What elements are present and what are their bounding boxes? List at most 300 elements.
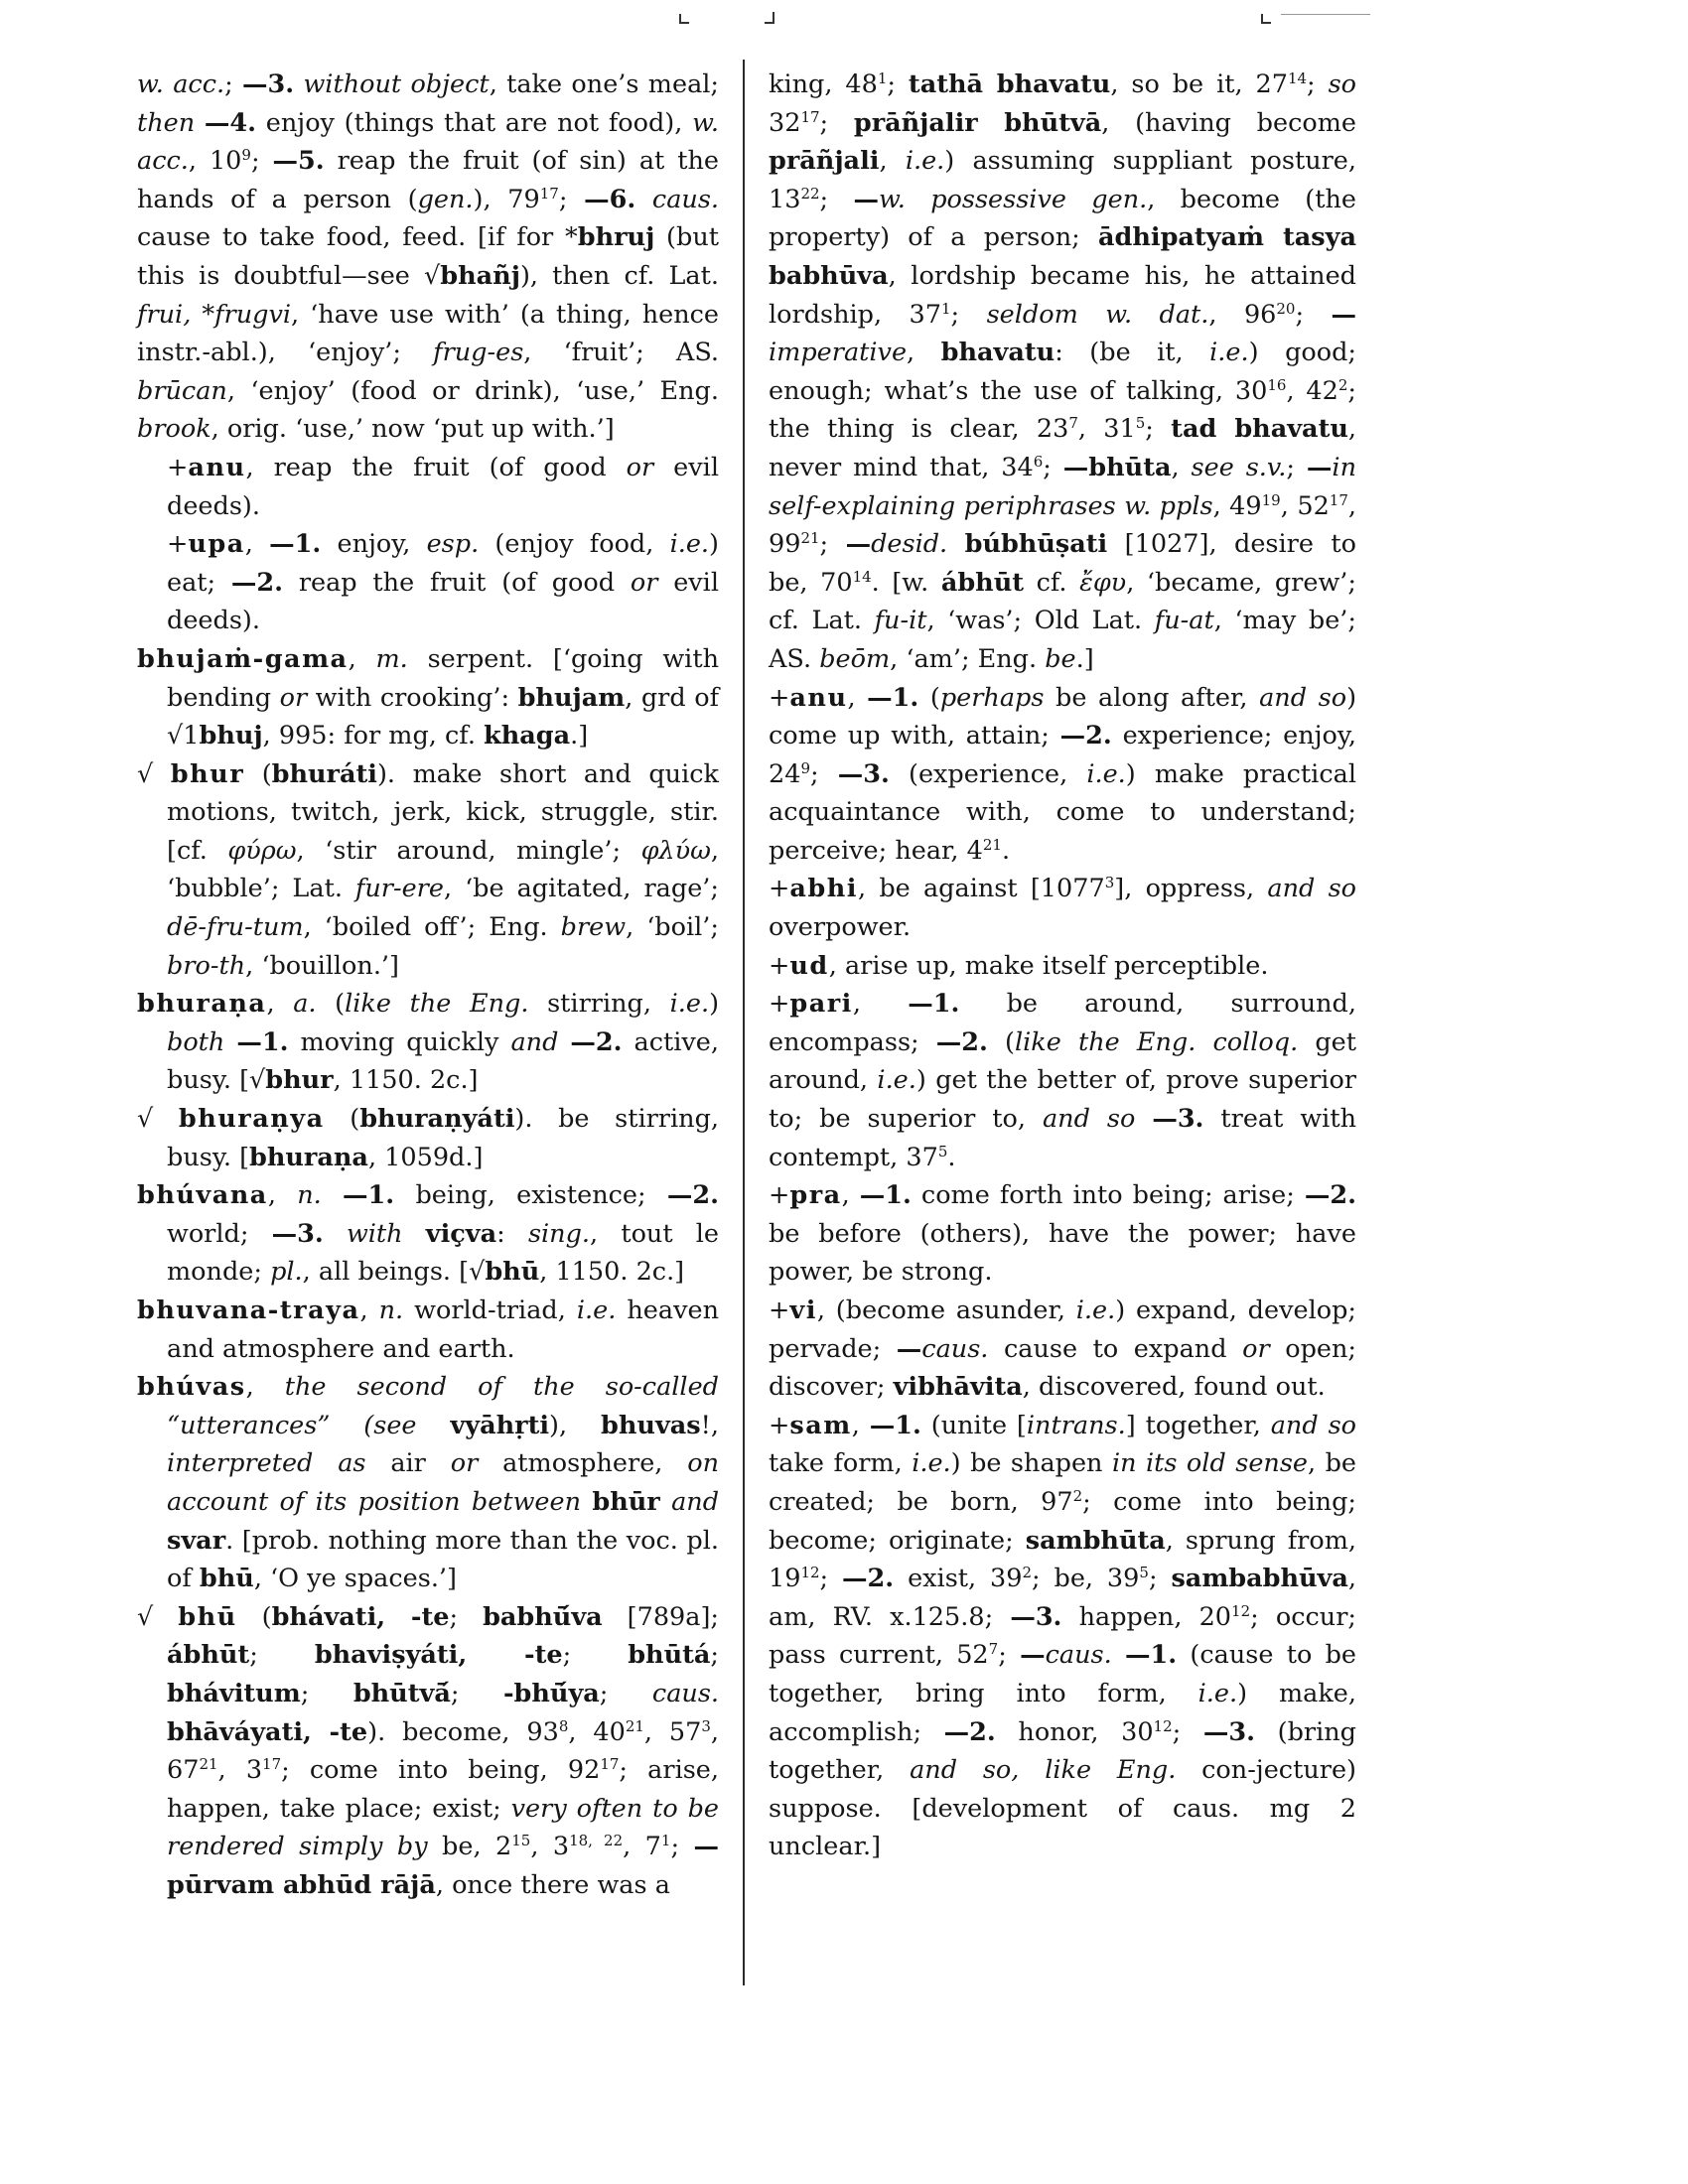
entry-text: , bbox=[244, 529, 270, 560]
headword: pra bbox=[789, 1180, 842, 1211]
entry-text: interpreted as bbox=[167, 1448, 366, 1479]
entry-text: , arise up, make itself perceptible. bbox=[828, 950, 1269, 981]
entry-text: —1. bbox=[869, 1410, 921, 1440]
entry-text: see s.v. bbox=[1191, 452, 1287, 482]
dictionary-entry bbox=[137, 755, 719, 986]
entry-text: world; bbox=[167, 1218, 272, 1249]
entry-text: , reap the fruit (of good bbox=[245, 452, 627, 482]
entry-text: ), then cf. Lat. bbox=[519, 260, 719, 291]
entry-text: —2. bbox=[842, 1564, 895, 1594]
entry-text: , 40 bbox=[568, 1716, 626, 1747]
entry-text: bhūtvā́ bbox=[352, 1678, 451, 1708]
entry-text: —4. bbox=[204, 107, 257, 138]
entry-text: khaga bbox=[484, 721, 571, 751]
reference-superscript: 18, 22 bbox=[569, 1832, 624, 1850]
entry-text bbox=[403, 1219, 426, 1249]
entry-text: —1. bbox=[269, 529, 322, 560]
entry-text: , 49 bbox=[1212, 490, 1262, 521]
entry-text: ) come up with, attain; bbox=[769, 682, 1357, 751]
reference-superscript: 19 bbox=[1261, 490, 1281, 509]
reference-superscript: 3 bbox=[1104, 874, 1115, 892]
entry-text: —1. bbox=[859, 1180, 912, 1211]
entry-text: ), bbox=[549, 1410, 602, 1440]
entry-paragraph bbox=[769, 985, 1356, 1176]
entry-text: . bbox=[947, 1142, 956, 1172]
entry-text: ], oppress, bbox=[1114, 874, 1268, 904]
entry-text: , (become asunder, bbox=[816, 1296, 1076, 1325]
headword: abhi bbox=[789, 874, 858, 904]
reference-superscript: 16 bbox=[1267, 375, 1287, 394]
entry-text: [1027], desire to be, 70 bbox=[769, 529, 1356, 598]
entry-text: , ‘stir around, mingle’; bbox=[296, 835, 641, 866]
entry-text: , 96 bbox=[1208, 299, 1277, 330]
reference-superscript: 22 bbox=[800, 184, 820, 203]
entry-text: , ‘boil’; bbox=[626, 912, 719, 943]
entry-text: esp. bbox=[426, 529, 480, 560]
entry-text: ábhūt bbox=[167, 1640, 250, 1671]
headword: bhuraṇa bbox=[137, 989, 267, 1020]
entry-text: bhávitum bbox=[167, 1678, 301, 1708]
entry-text: ; bbox=[710, 1640, 720, 1671]
entry-text bbox=[417, 1411, 451, 1440]
entry-text: ; bbox=[250, 146, 273, 177]
entry-text: (bring together, bbox=[769, 1716, 1356, 1786]
headword: bhur bbox=[170, 758, 245, 789]
entry-text: —1. bbox=[867, 682, 919, 713]
entry-paragraph bbox=[769, 1407, 1356, 1866]
entry-text: sambabhūva bbox=[1171, 1564, 1348, 1594]
entry-text: ) make practical acquaintance with, come to understand; perceive; hear, 4 bbox=[769, 758, 1356, 866]
entry-text: 32 bbox=[769, 107, 801, 138]
reference-superscript: 7 bbox=[1068, 414, 1078, 433]
entry-text: —6. bbox=[584, 184, 636, 214]
entry-text: ; bbox=[249, 1640, 315, 1671]
entry-text: , bbox=[348, 643, 376, 674]
entry-text: ; the thing is clear, 23 bbox=[769, 375, 1356, 445]
entry-text: brew bbox=[560, 912, 627, 943]
entry-text bbox=[947, 529, 964, 559]
entry-text: serpent. [‘going with bending bbox=[167, 643, 719, 713]
entry-text: , bbox=[267, 1180, 298, 1211]
entry-text: ; come into being, 92 bbox=[281, 1755, 601, 1786]
reference-superscript: 20 bbox=[1276, 299, 1296, 318]
entry-text: ( bbox=[987, 1026, 1015, 1057]
entry-text: viçva bbox=[425, 1218, 497, 1249]
reference-superscript: 21 bbox=[800, 529, 820, 548]
entry-text: , take one’s meal; bbox=[489, 69, 720, 99]
entry-text: prāñjali bbox=[769, 146, 880, 177]
entry-text: + bbox=[167, 529, 189, 560]
entry-text bbox=[558, 1027, 570, 1057]
reference-superscript: 17 bbox=[262, 1755, 282, 1774]
entry-text: : (be it, bbox=[1055, 338, 1210, 368]
entry-text: —1. bbox=[343, 1180, 395, 1211]
entry-text: bhū bbox=[199, 1564, 254, 1594]
entry-text: ) bbox=[709, 989, 720, 1020]
reference-superscript: 6 bbox=[1033, 452, 1044, 471]
reference-superscript: 14 bbox=[852, 567, 872, 586]
entry-text: . bbox=[1001, 835, 1011, 866]
entry-text: ; bbox=[599, 1678, 652, 1708]
entry-text: , all beings. [√ bbox=[302, 1257, 486, 1288]
entry-text: —3. bbox=[1152, 1104, 1204, 1135]
reference-superscript: 5 bbox=[937, 1142, 948, 1160]
entry-text: bhañj bbox=[440, 260, 520, 291]
entry-text: —2. bbox=[230, 567, 284, 598]
entry-text: bhur bbox=[265, 1065, 334, 1096]
entry-text: —2. bbox=[935, 1026, 988, 1057]
headword: vi bbox=[789, 1296, 817, 1325]
entry-text: and so bbox=[1267, 874, 1357, 904]
entry-text: bhaviṣyáti, -te bbox=[314, 1640, 563, 1671]
entry-text: enjoy (things that are not food), bbox=[256, 107, 693, 138]
entry-text: tad bhavatu bbox=[1171, 414, 1348, 445]
entry-text: fu-it bbox=[874, 606, 927, 636]
entry-text: ( bbox=[918, 682, 940, 713]
entry-text: w. acc. bbox=[137, 107, 719, 177]
entry-text: happen, 20 bbox=[1061, 1601, 1232, 1632]
entry-text: intrans. bbox=[1026, 1410, 1126, 1440]
entry-text: .] bbox=[570, 721, 589, 751]
entry-text: ; bbox=[1286, 452, 1307, 482]
column-divider bbox=[743, 60, 745, 1985]
entry-text: i.e. bbox=[905, 146, 945, 177]
entry-text: , bbox=[266, 989, 294, 1020]
entry-text: , 67 bbox=[167, 1716, 719, 1786]
entry-text: come forth into being; arise; bbox=[911, 1180, 1305, 1211]
entry-text: √ bbox=[137, 1104, 179, 1135]
entry-text: , be created; be born, 97 bbox=[769, 1448, 1356, 1517]
entry-text: , 1059d.] bbox=[367, 1142, 484, 1172]
entry-text: —bhūta bbox=[1062, 452, 1172, 482]
entry-text: experience; enjoy, 24 bbox=[769, 721, 1356, 789]
entry-text: φλύω bbox=[640, 835, 711, 866]
entry-text: seldom w. dat. bbox=[986, 299, 1209, 330]
entry-text: , 99 bbox=[769, 490, 1356, 560]
entry-text: tathā bhavatu bbox=[908, 69, 1111, 99]
entry-text: bhūtá bbox=[628, 1640, 711, 1671]
reference-superscript: 2 bbox=[1337, 375, 1348, 394]
entry-text: brook bbox=[137, 414, 211, 445]
entry-text: ) assuming suppliant posture, 13 bbox=[769, 146, 1356, 214]
entry-text: , lordship became his, he attained lordship, 37 bbox=[769, 260, 1356, 330]
entry-text: ; bbox=[887, 69, 909, 99]
entry-text: evil deeds). bbox=[167, 452, 719, 521]
headword: anu bbox=[789, 682, 848, 713]
entry-text: bhávati, -te bbox=[271, 1601, 450, 1632]
entry-text: ; bbox=[998, 1640, 1021, 1671]
reference-superscript: 14 bbox=[1287, 69, 1308, 87]
entry-text: i.e. bbox=[669, 529, 710, 560]
dictionary-entry bbox=[137, 1368, 719, 1598]
entry-text: — bbox=[1020, 1640, 1046, 1671]
headword: bhū bbox=[178, 1601, 237, 1632]
entry-text: bhuraṇa bbox=[249, 1142, 368, 1172]
entry-text bbox=[322, 1180, 343, 1210]
entry-text: heaven and atmosphere and earth. bbox=[167, 1296, 719, 1364]
entry-text: and so bbox=[1042, 1104, 1136, 1135]
entry-text: — bbox=[1306, 452, 1333, 482]
entry-text: ; bbox=[1172, 1716, 1203, 1747]
entry-text: and so bbox=[1259, 682, 1347, 713]
entry-text: , 3 bbox=[530, 1832, 570, 1862]
entry-text: perhaps bbox=[939, 682, 1045, 713]
entry-text: exist, 39 bbox=[894, 1564, 1023, 1594]
entry-text: : bbox=[496, 1218, 528, 1249]
entry-text: ( bbox=[324, 1104, 360, 1135]
entry-text: (experience, bbox=[889, 758, 1087, 789]
entry-text: ; bbox=[1148, 1564, 1172, 1594]
dictionary-entry bbox=[137, 640, 719, 755]
entry-text: , ‘am’; Eng. bbox=[890, 643, 1046, 674]
entry-text: —2. bbox=[570, 1026, 623, 1057]
entry-text: , bbox=[359, 1296, 379, 1325]
entry-text: , ‘may be’; AS. bbox=[769, 606, 1356, 674]
entry-text: treat with contempt, 37 bbox=[769, 1104, 1356, 1172]
entry-text: , 3 bbox=[217, 1755, 263, 1786]
entry-text: , bbox=[841, 1180, 860, 1211]
reference-superscript: 3 bbox=[701, 1716, 711, 1735]
entry-text: fu-at bbox=[1154, 606, 1214, 636]
entry-text: φύρω bbox=[227, 835, 297, 866]
entry-text: —1. bbox=[1124, 1640, 1178, 1671]
headword: bhuraṇya bbox=[178, 1104, 325, 1135]
entry-text: .] bbox=[1075, 643, 1094, 674]
right-column bbox=[769, 66, 1356, 1866]
entry-text: i.e. bbox=[1086, 758, 1126, 789]
entry-paragraph bbox=[769, 1176, 1356, 1292]
entry-text: enjoy, bbox=[321, 529, 427, 560]
entry-text: + bbox=[769, 950, 790, 981]
entry-text: ; bbox=[1307, 69, 1329, 99]
entry-text: , ‘enjoy’ (food or drink), ‘use,’ Eng. bbox=[226, 375, 719, 406]
entry-text: ; bbox=[819, 107, 854, 138]
entry-text: , orig. ‘use,’ now ‘put up with.’] bbox=[211, 414, 615, 445]
entry-text: , grd of √1 bbox=[167, 682, 720, 751]
reference-superscript: 17 bbox=[800, 107, 820, 126]
entry-text bbox=[195, 108, 205, 138]
entry-text: or bbox=[626, 452, 654, 482]
headword: bhujaṁ-gama bbox=[137, 643, 349, 674]
entry-text: or bbox=[279, 682, 308, 713]
reference-superscript: 1 bbox=[877, 69, 888, 87]
reference-superscript: 2 bbox=[1022, 1564, 1033, 1582]
entry-paragraph bbox=[769, 679, 1356, 871]
entry-text bbox=[224, 1027, 236, 1057]
entry-text: world-triad, bbox=[403, 1296, 577, 1325]
entry-text: fur-ere bbox=[354, 874, 444, 904]
entry-text: ) eat; bbox=[167, 529, 719, 598]
entry-text: and bbox=[671, 1486, 720, 1517]
entry-text: , ‘O ye spaces.’] bbox=[253, 1564, 457, 1594]
entry-text: , so be it, 27 bbox=[1110, 69, 1288, 99]
entry-text: , bbox=[879, 146, 906, 177]
entry-text: ; bbox=[950, 299, 987, 330]
entry-paragraph bbox=[137, 66, 719, 449]
entry-text: , 1150. 2c.] bbox=[539, 1257, 685, 1288]
entry-text: sing. bbox=[527, 1218, 591, 1249]
entry-text: , bbox=[847, 682, 868, 713]
entry-text: svar bbox=[167, 1525, 226, 1556]
headword: anu bbox=[188, 452, 246, 482]
entry-text: -bhū́ya bbox=[502, 1678, 600, 1708]
entry-text: (but this is doubtful—see √ bbox=[137, 222, 719, 291]
entry-text: —3. bbox=[1202, 1716, 1255, 1747]
entry-text: and so, like Eng. bbox=[910, 1755, 1177, 1786]
entry-paragraph bbox=[137, 525, 719, 640]
entry-text: ; bbox=[224, 69, 243, 99]
entry-text: or bbox=[630, 567, 658, 598]
entry-text: ; bbox=[562, 1640, 629, 1671]
entry-text: , ‘was’; Old Lat. bbox=[926, 606, 1155, 636]
entry-text: be around, surround, encompass; bbox=[769, 989, 1356, 1057]
entry-text: — bbox=[1331, 299, 1357, 330]
entry-text: frui, *frugvi bbox=[137, 299, 292, 330]
entry-text: , ‘bubble’; Lat. bbox=[167, 835, 719, 904]
entry-text: —2. bbox=[666, 1180, 719, 1211]
entry-text: —2. bbox=[943, 1716, 996, 1747]
headword: ud bbox=[789, 950, 829, 981]
entry-text: búbhūṣati bbox=[964, 529, 1108, 560]
entry-text: ( bbox=[244, 758, 272, 789]
reference-superscript: 1 bbox=[941, 299, 951, 318]
entry-text: ; occur; pass current, 52 bbox=[769, 1601, 1356, 1671]
entry-paragraph bbox=[769, 1292, 1356, 1407]
headword: bhúvas bbox=[137, 1372, 246, 1403]
entry-text: on account of its position between bbox=[167, 1448, 719, 1517]
entry-text: —2. bbox=[1304, 1180, 1356, 1211]
entry-text: or bbox=[450, 1448, 479, 1479]
entry-text: moving quickly bbox=[288, 1026, 511, 1057]
entry-text: . [w. bbox=[871, 567, 941, 598]
entry-text: ; bbox=[819, 184, 854, 214]
entry-text: ; arise, happen, take place; exist; bbox=[167, 1755, 720, 1824]
entry-text: —1. bbox=[908, 989, 960, 1020]
entry-text: , 57 bbox=[643, 1716, 702, 1747]
entry-text: , 52 bbox=[1280, 490, 1330, 521]
entry-text: , bbox=[245, 1372, 285, 1403]
entry-text: —3. bbox=[1010, 1601, 1062, 1632]
entry-text: , become (the property) of a person; bbox=[769, 184, 1357, 253]
headword: sam bbox=[789, 1410, 852, 1440]
entry-text: imperative bbox=[769, 338, 908, 368]
entry-text: sambhūta bbox=[1025, 1525, 1166, 1556]
entry-text: the second of the so-called “utterances” (see bbox=[167, 1372, 719, 1440]
entry-text: caus. bbox=[1045, 1640, 1112, 1671]
entry-text: — bbox=[853, 184, 879, 214]
entry-text: + bbox=[769, 1296, 790, 1325]
entry-text: prāñjalir bhūtvā bbox=[853, 107, 1102, 138]
entry-text: open; discover; bbox=[769, 1333, 1357, 1403]
entry-text bbox=[324, 1219, 347, 1249]
entry-text: ). make short and quick motions, twitch, jerk, kick, struggle, stir. [cf. bbox=[167, 758, 719, 866]
reference-superscript: 12 bbox=[800, 1564, 820, 1582]
entry-text: frug-es bbox=[433, 338, 524, 368]
entry-text: —3. bbox=[242, 69, 295, 99]
scan-edge-marks bbox=[0, 0, 1688, 40]
entry-paragraph bbox=[769, 66, 1356, 679]
entry-text: m. bbox=[375, 643, 408, 674]
entry-text: vibhāvita bbox=[893, 1372, 1023, 1403]
entry-text: , bbox=[852, 989, 909, 1020]
headword: bhuvana-traya bbox=[137, 1296, 360, 1325]
entry-text: bhuraṇyáti bbox=[359, 1104, 515, 1135]
entry-text: atmosphere, bbox=[478, 1448, 688, 1479]
dictionary-entry bbox=[137, 1598, 719, 1905]
entry-text: desid. bbox=[871, 529, 948, 560]
entry-text: , never mind that, 34 bbox=[769, 414, 1357, 482]
reference-superscript: 1 bbox=[660, 1832, 671, 1850]
entry-text: i.e. bbox=[669, 989, 710, 1020]
reference-superscript: 21 bbox=[199, 1755, 218, 1774]
entry-text: + bbox=[769, 1180, 790, 1211]
entry-text: get around, bbox=[769, 1026, 1356, 1096]
left-column bbox=[137, 66, 719, 1905]
entry-text: w. acc. bbox=[137, 69, 225, 99]
entry-text: , 1150. 2c.] bbox=[333, 1065, 479, 1096]
entry-text: with crooking’: bbox=[307, 682, 518, 713]
entry-text: air bbox=[365, 1448, 451, 1479]
entry-text: bhuráti bbox=[271, 758, 377, 789]
entry-text: —pūrvam abhūd rājā bbox=[167, 1832, 719, 1900]
entry-text: dē-fru-tum bbox=[167, 912, 304, 943]
entry-text: overpower. bbox=[769, 912, 912, 943]
entry-text: evil deeds). bbox=[167, 567, 719, 636]
reference-superscript: 9 bbox=[241, 146, 251, 165]
dictionary-entry bbox=[137, 1100, 719, 1176]
entry-text: be, 2 bbox=[427, 1832, 512, 1862]
entry-text: i.e. bbox=[1197, 1678, 1238, 1708]
entry-text: like the Eng. bbox=[345, 989, 529, 1020]
entry-text: ; bbox=[450, 1678, 503, 1708]
entry-text: ; bbox=[558, 184, 585, 214]
entry-text: , am, RV. x.125.8; bbox=[769, 1564, 1357, 1632]
entry-text: , ‘fruit’; AS. bbox=[523, 338, 720, 368]
entry-text: and bbox=[510, 1026, 559, 1057]
entry-text: , 31 bbox=[1077, 414, 1136, 445]
entry-text: , bbox=[851, 1410, 870, 1440]
entry-text: ; bbox=[300, 1678, 353, 1708]
entry-text: i.e. bbox=[877, 1065, 916, 1096]
entry-text: like the Eng. colloq. bbox=[1014, 1026, 1299, 1057]
entry-text: (cause to be together, bring into form, bbox=[769, 1640, 1356, 1708]
entry-text: , tout le monde; bbox=[167, 1218, 720, 1288]
reference-superscript: 15 bbox=[511, 1832, 531, 1850]
entry-text: and so bbox=[1270, 1410, 1357, 1440]
entry-text: (enjoy food, bbox=[479, 529, 670, 560]
dictionary-entry bbox=[137, 1176, 719, 1292]
entry-text: , ‘be agitated, rage’; bbox=[443, 874, 719, 904]
entry-text: king, 48 bbox=[769, 69, 878, 99]
reference-superscript: 17 bbox=[600, 1755, 620, 1774]
entry-text: , (having become bbox=[1101, 107, 1356, 138]
entry-text: . [prob. nothing more than the voc. pl. of bbox=[167, 1525, 719, 1594]
entry-text: + bbox=[167, 452, 189, 482]
reference-superscript: 21 bbox=[625, 1716, 644, 1735]
entry-text: [789a]; bbox=[602, 1601, 720, 1632]
entry-text: i.e. bbox=[1075, 1296, 1116, 1325]
entry-text: be along after, bbox=[1044, 682, 1260, 713]
entry-text: ; bbox=[1295, 299, 1332, 330]
entry-text: , 995: for mg, cf. bbox=[262, 721, 485, 751]
entry-text: — bbox=[896, 1333, 922, 1364]
entry-text: , bbox=[907, 338, 941, 368]
entry-text: ādhipatyaṁ tasya babhūva bbox=[769, 222, 1356, 291]
entry-text: , ‘boiled off’; Eng. bbox=[303, 912, 561, 943]
entry-text: —3. bbox=[837, 758, 890, 789]
entry-text: , 42 bbox=[1286, 375, 1338, 406]
entry-text: ; bbox=[1043, 452, 1063, 482]
